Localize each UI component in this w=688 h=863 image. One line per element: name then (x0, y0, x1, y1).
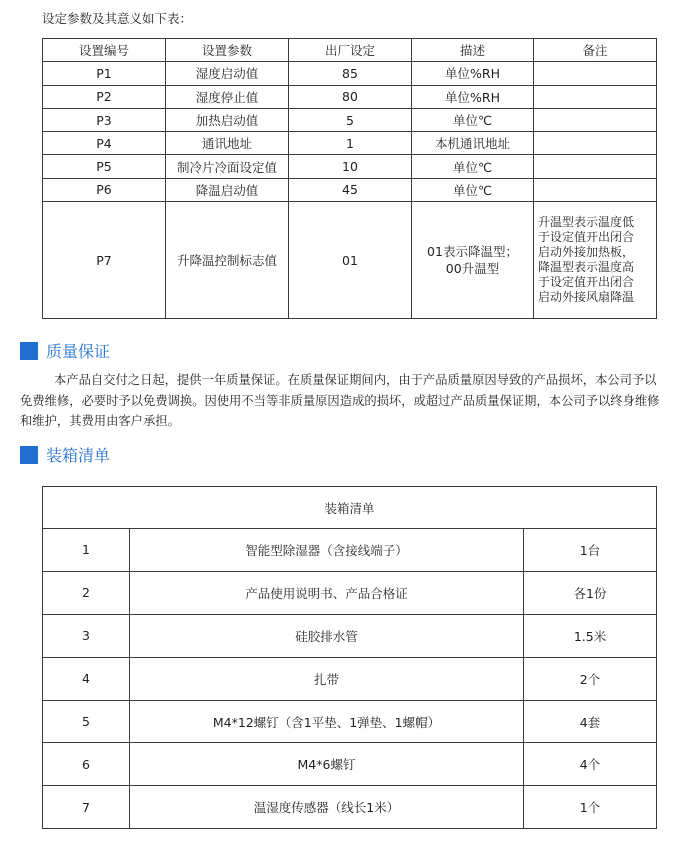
cell-code: P3 (43, 108, 166, 131)
cell-desc: 本机通讯地址 (412, 132, 534, 155)
cell-no: 6 (43, 743, 130, 786)
section-marker-icon (20, 342, 38, 360)
cell-qty: 4个 (524, 743, 657, 786)
cell-note (534, 178, 657, 201)
cell-desc: 01表示降温型； 00升温型 (412, 202, 534, 319)
cell-desc: 单位℃ (412, 155, 534, 178)
cell-code: P1 (43, 62, 166, 85)
quality-paragraph: 本产品自交付之日起，提供一年质量保证。在质量保证期间内，由于产品质量原因导致的产品损坏，本公司予以免费维修，必要时予以免费调换。因使用不当等非质量原因造成的损坏，或超过产品质量保证期，本公司予以终身维修和维护，其费用由客户承担。 (20, 373, 660, 428)
cell-code: P6 (43, 178, 166, 201)
cell-param: 湿度启动值 (166, 62, 289, 85)
packing-section-heading (20, 443, 110, 466)
quality-section-heading (20, 339, 110, 362)
params-header-row (43, 39, 657, 62)
cell-desc: 单位℃ (412, 178, 534, 201)
cell-default: 5 (289, 108, 412, 131)
table-row (43, 743, 657, 786)
cell-default: 01 (289, 202, 412, 319)
cell-desc: 单位%RH (412, 85, 534, 108)
cell-desc: 单位%RH (412, 62, 534, 85)
packing-table (42, 486, 657, 829)
table-row (43, 614, 657, 657)
table-row (43, 85, 657, 108)
table-row (43, 108, 657, 131)
cell-default: 45 (289, 178, 412, 201)
table-row (43, 132, 657, 155)
cell-item: 硅胶排水管 (130, 614, 524, 657)
cell-code: P4 (43, 132, 166, 155)
cell-item: 产品使用说明书、产品合格证 (130, 571, 524, 614)
cell-code: P5 (43, 155, 166, 178)
cell-note (534, 132, 657, 155)
header-note: 备注 (534, 39, 657, 62)
packing-title: 装箱清单 (46, 446, 111, 465)
cell-code: P2 (43, 85, 166, 108)
table-row (43, 529, 657, 572)
cell-qty: 2个 (524, 657, 657, 700)
header-code: 设置编号 (43, 39, 166, 62)
cell-default: 85 (289, 62, 412, 85)
cell-param: 通讯地址 (166, 132, 289, 155)
cell-desc: 单位℃ (412, 108, 534, 131)
cell-no: 4 (43, 657, 130, 700)
cell-no: 1 (43, 529, 130, 572)
quality-title: 质量保证 (46, 342, 111, 361)
cell-note (534, 108, 657, 131)
cell-no: 5 (43, 700, 130, 743)
table-row (43, 202, 657, 319)
cell-default: 80 (289, 85, 412, 108)
header-desc: 描述 (412, 39, 534, 62)
cell-no: 7 (43, 786, 130, 829)
cell-item: M4*12螺钉（含1平垫、1弹垫、1螺帽） (130, 700, 524, 743)
table-row (43, 571, 657, 614)
packing-header-row (43, 487, 657, 529)
packing-table-title: 装箱清单 (43, 487, 657, 529)
cell-param: 制冷片冷面设定值 (166, 155, 289, 178)
cell-param: 加热启动值 (166, 108, 289, 131)
section-marker-icon (20, 446, 38, 464)
cell-item: 扎带 (130, 657, 524, 700)
cell-qty: 1.5米 (524, 614, 657, 657)
table-row (43, 700, 657, 743)
intro-text: 设定参数及其意义如下表： (42, 11, 193, 26)
cell-param: 湿度停止值 (166, 85, 289, 108)
cell-item: M4*6螺钉 (130, 743, 524, 786)
cell-item: 智能型除湿器（含接线端子） (130, 529, 524, 572)
params-table (42, 38, 657, 319)
cell-default: 1 (289, 132, 412, 155)
cell-note (534, 155, 657, 178)
cell-no: 2 (43, 571, 130, 614)
cell-param: 降温启动值 (166, 178, 289, 201)
cell-qty: 1台 (524, 529, 657, 572)
cell-note: 升温型表示温度低 于设定值开出闭合 启动外接加热板， 降温型表示温度高 于设定值开出闭合 启动外接风扇降温 (534, 202, 657, 319)
cell-qty: 4套 (524, 700, 657, 743)
cell-qty: 各1份 (524, 571, 657, 614)
cell-default: 10 (289, 155, 412, 178)
cell-item: 温湿度传感器（线长1米） (130, 786, 524, 829)
table-row (43, 786, 657, 829)
header-param: 设置参数 (166, 39, 289, 62)
table-row (43, 178, 657, 201)
cell-no: 3 (43, 614, 130, 657)
table-row (43, 657, 657, 700)
header-default: 出厂设定 (289, 39, 412, 62)
cell-code: P7 (43, 202, 166, 319)
cell-param: 升降温控制标志值 (166, 202, 289, 319)
table-row (43, 62, 657, 85)
cell-note (534, 85, 657, 108)
cell-note (534, 62, 657, 85)
cell-qty: 1个 (524, 786, 657, 829)
table-row (43, 155, 657, 178)
